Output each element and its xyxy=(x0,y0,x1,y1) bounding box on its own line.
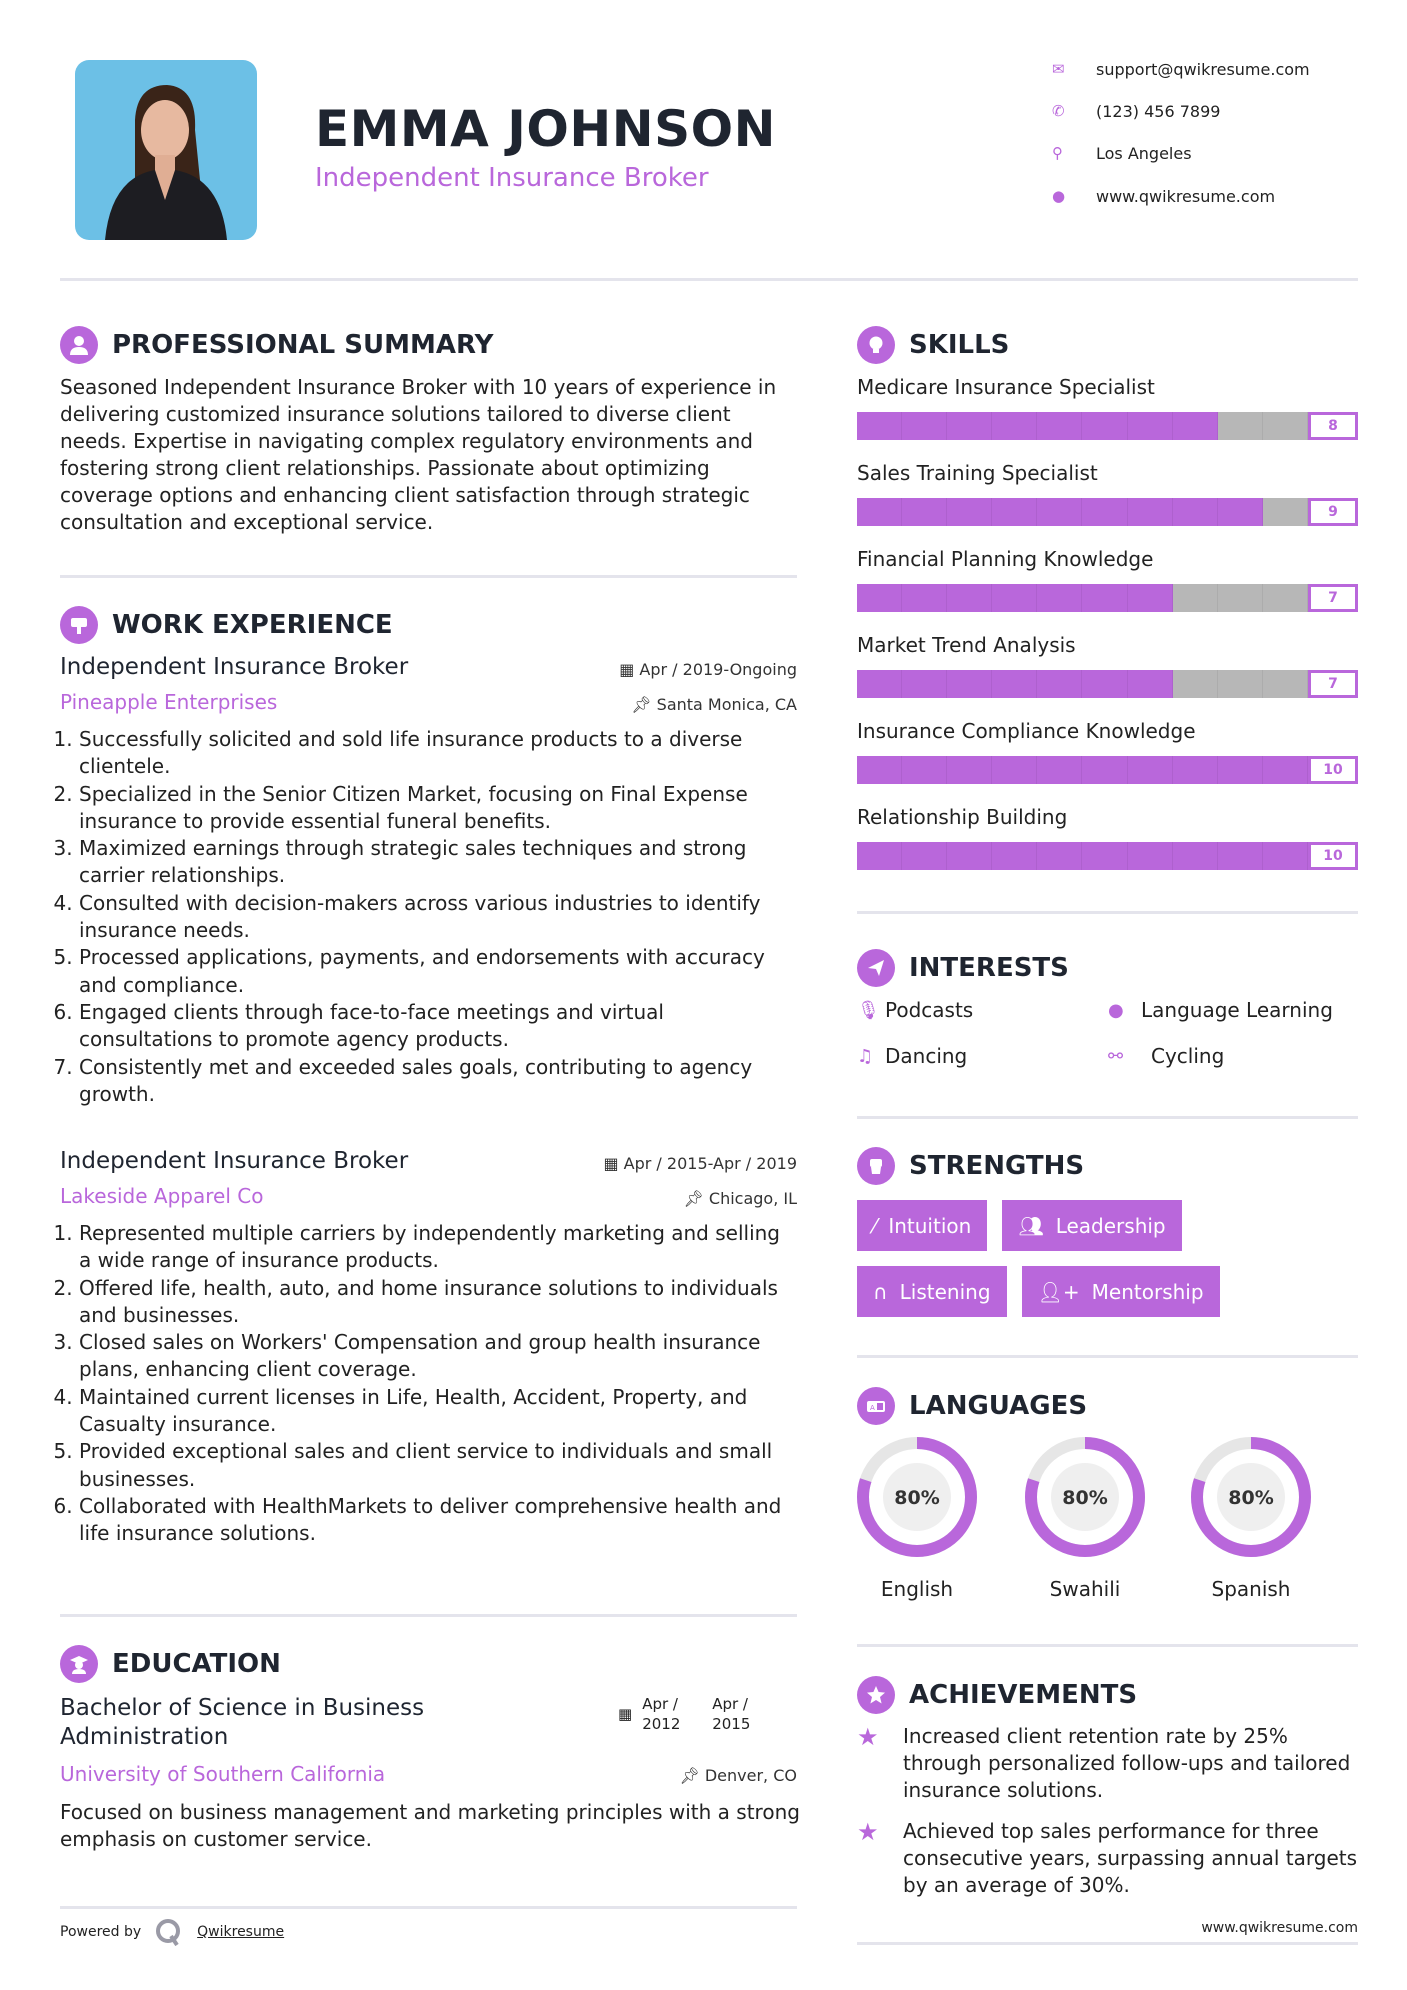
skill-bar-filled-segment xyxy=(1263,842,1308,870)
skill-bar-filled-segment xyxy=(1037,584,1082,612)
section-title: ACHIEVEMENTS xyxy=(909,1680,1138,1710)
section-title: SKILLS xyxy=(909,330,1010,360)
skill-bar-filled-segment xyxy=(992,670,1037,698)
divider xyxy=(60,575,797,578)
candidate-name: EMMA JOHNSON xyxy=(315,100,776,158)
job-bullet: 1. Successfully solicited and sold life insurance products to a diverse clientele. xyxy=(79,726,797,781)
email-text: support@qwikresume.com xyxy=(1096,59,1310,79)
headphones-icon: ∩ xyxy=(873,1279,888,1304)
skill-name: Insurance Compliance Knowledge xyxy=(857,719,1196,743)
skill-bar-filled-segment xyxy=(1128,584,1173,612)
achievement-item xyxy=(857,1723,1358,1804)
contact-website[interactable] xyxy=(1052,184,1275,208)
section-title: WORK EXPERIENCE xyxy=(112,610,393,640)
job-location-text: Chicago, IL xyxy=(708,1189,797,1208)
education-heading xyxy=(60,1645,281,1683)
powered-by-text: Powered by xyxy=(60,1924,142,1940)
skill-bar-filled-segment xyxy=(1037,756,1082,784)
music-note-icon: ♫ xyxy=(857,1045,874,1067)
skill-bar-filled-segment xyxy=(857,412,902,440)
skill-level-value: 9 xyxy=(1308,498,1358,526)
pushpin-icon: 📌︎ xyxy=(683,1189,709,1208)
education-description: Focused on business management and marketing principles with a strong emphasis on customer service. xyxy=(60,1800,800,1851)
skill-bar-filled-segment xyxy=(1082,498,1127,526)
skill-bar-filled-segment xyxy=(1173,756,1218,784)
skill-bar xyxy=(857,670,1358,698)
interests-heading xyxy=(857,949,1069,987)
skill-name: Medicare Insurance Specialist xyxy=(857,375,1155,399)
translate-icon xyxy=(857,1387,895,1425)
skill-bar-filled-segment xyxy=(1173,842,1218,870)
globe-icon: ● xyxy=(1108,999,1124,1021)
users-icon: 👥︎ xyxy=(1018,1213,1044,1238)
skill-bar-empty-segment xyxy=(1263,412,1308,440)
strength-tag xyxy=(857,1200,987,1251)
brand-link[interactable]: Qwikresume xyxy=(197,1924,285,1940)
skill-level-value: 8 xyxy=(1308,412,1358,440)
job-location xyxy=(497,695,797,714)
job-bullet: 4. Consulted with decision-makers across various industries to identify insurance needs. xyxy=(79,890,797,945)
skill-bar-filled-segment xyxy=(1037,670,1082,698)
skill-bar-filled-segment xyxy=(947,412,992,440)
location-pin-icon: ⚲ xyxy=(1052,144,1063,162)
bicycle-icon: ⚯ xyxy=(1108,1045,1124,1067)
skills-heading xyxy=(857,326,1009,364)
language-name: Spanish xyxy=(1211,1577,1291,1601)
star-icon: ★ xyxy=(857,1818,879,1846)
lightbulb-icon xyxy=(857,326,895,364)
language-item xyxy=(1015,1435,1155,1601)
skill-bar-filled-segment xyxy=(1128,842,1173,870)
education-location-text: Denver, CO xyxy=(704,1766,797,1785)
divider xyxy=(60,1614,797,1617)
skill-bar-filled-segment xyxy=(1218,842,1263,870)
strength-label: Intuition xyxy=(888,1213,972,1238)
skill-bar-filled-segment xyxy=(992,842,1037,870)
skill-bar-filled-segment xyxy=(1263,756,1308,784)
footer-url[interactable]: www.qwikresume.com xyxy=(1201,1920,1358,1936)
achievement-text: Achieved top sales performance for three consecutive years, surpassing annual targets by an average of 30%. xyxy=(903,1819,1358,1897)
calendar-icon: ▦ xyxy=(603,1154,624,1173)
skill-bar-filled-segment xyxy=(1037,412,1082,440)
strength-label: Mentorship xyxy=(1091,1279,1204,1304)
strengths-heading xyxy=(857,1147,1084,1185)
phone-text: (123) 456 7899 xyxy=(1096,101,1221,121)
language-donut xyxy=(1015,1435,1155,1559)
job-bullets xyxy=(60,726,797,1108)
language-name: Swahili xyxy=(1049,1577,1121,1601)
skill-bar xyxy=(857,584,1358,612)
envelope-icon: ✉ xyxy=(1052,60,1065,78)
strength-label: Leadership xyxy=(1055,1213,1166,1238)
svg-text:A: A xyxy=(870,1404,875,1412)
skill-bar-empty-segment xyxy=(1263,584,1308,612)
skill-bar-empty-segment xyxy=(1218,670,1263,698)
job-bullet: 6. Collaborated with HealthMarkets to deliver comprehensive health and life insurance solutions. xyxy=(79,1493,797,1548)
skill-bar-filled-segment xyxy=(992,412,1037,440)
interest-label: Podcasts xyxy=(885,998,974,1022)
job-bullet: 3. Maximized earnings through strategic sales techniques and strong carrier relationships. xyxy=(79,835,797,890)
skill-bar-empty-segment xyxy=(1173,670,1218,698)
skill-bar-filled-segment xyxy=(1037,498,1082,526)
achievement-item xyxy=(857,1818,1358,1899)
skill-bar-filled-segment xyxy=(857,756,902,784)
globe-icon: ● xyxy=(1052,187,1066,205)
skill-name: Market Trend Analysis xyxy=(857,633,1076,657)
language-donut xyxy=(847,1435,987,1559)
skill-bar-empty-segment xyxy=(1173,584,1218,612)
skill-name: Sales Training Specialist xyxy=(857,461,1098,485)
pushpin-icon: 📌︎ xyxy=(631,695,657,714)
start-date: Apr / 2012 xyxy=(642,1695,681,1733)
skill-bar-empty-segment xyxy=(1218,584,1263,612)
skill-level-value: 7 xyxy=(1308,584,1358,612)
skill-bar xyxy=(857,498,1358,526)
skill-bar xyxy=(857,412,1358,440)
achievement-text: Increased client retention rate by 25% through personalized follow-ups and tailored insurance solutions. xyxy=(903,1724,1351,1802)
skill-bar-filled-segment xyxy=(1128,498,1173,526)
achievements-heading xyxy=(857,1676,1137,1714)
job-bullet: 3. Closed sales on Workers' Compensation and group health insurance plans, enhancing client coverage. xyxy=(79,1329,797,1384)
language-item xyxy=(1181,1435,1321,1601)
language-percent: 80% xyxy=(1062,1487,1108,1509)
job-bullet: 1. Represented multiple carriers by independently marketing and selling a wide range of insurance products. xyxy=(79,1220,797,1275)
interest-item xyxy=(1108,1041,1224,1071)
job-location xyxy=(497,1189,797,1208)
strength-tag xyxy=(1002,1200,1181,1251)
skill-bar-filled-segment xyxy=(947,498,992,526)
divider xyxy=(857,911,1358,914)
user-icon xyxy=(60,326,98,364)
contact-phone[interactable] xyxy=(1052,99,1220,123)
skill-bar-filled-segment xyxy=(857,842,902,870)
graduate-icon xyxy=(60,1645,98,1683)
experience-heading xyxy=(60,606,393,644)
contact-location xyxy=(1052,141,1192,165)
skill-bar xyxy=(857,756,1358,784)
job-bullet: 4. Maintained current licenses in Life, Health, Accident, Property, and Casualty insurance. xyxy=(79,1384,797,1439)
section-title: STRENGTHS xyxy=(909,1151,1085,1181)
skill-bar-filled-segment xyxy=(947,670,992,698)
skill-bar-filled-segment xyxy=(857,498,902,526)
language-name: English xyxy=(880,1577,954,1601)
skill-bar-filled-segment xyxy=(947,584,992,612)
skill-bar-filled-segment xyxy=(857,670,902,698)
job-title: Independent Insurance Broker xyxy=(60,654,409,680)
language-percent: 80% xyxy=(1228,1487,1274,1509)
skill-bar xyxy=(857,842,1358,870)
summary-heading xyxy=(60,326,493,364)
paper-plane-icon xyxy=(857,949,895,987)
skill-bar-filled-segment xyxy=(947,842,992,870)
skill-bar-empty-segment xyxy=(1218,412,1263,440)
skill-bar-filled-segment xyxy=(1173,498,1218,526)
magic-wand-icon: ⁄ xyxy=(873,1213,877,1238)
skill-level-value: 10 xyxy=(1308,756,1358,784)
education-location xyxy=(497,1766,797,1785)
job-bullet: 7. Consistently met and exceeded sales goals, contributing to agency growth. xyxy=(79,1054,797,1109)
skill-bar-filled-segment xyxy=(857,584,902,612)
job-bullet: 6. Engaged clients through face-to-face meetings and virtual consultations to promote agency products. xyxy=(79,999,797,1054)
footer-divider xyxy=(857,1942,1358,1945)
skill-level-value: 7 xyxy=(1308,670,1358,698)
languages-heading xyxy=(857,1387,1087,1425)
skill-bar-filled-segment xyxy=(992,584,1037,612)
divider xyxy=(857,1355,1358,1358)
powered-by xyxy=(60,1918,284,1946)
briefcase-icon xyxy=(60,606,98,644)
strength-tag xyxy=(857,1266,1007,1317)
skill-bar-filled-segment xyxy=(902,498,947,526)
skill-bar-filled-segment xyxy=(902,584,947,612)
job-bullets xyxy=(60,1220,797,1548)
language-donut xyxy=(1181,1435,1321,1559)
skill-bar-filled-segment xyxy=(1082,756,1127,784)
contact-email[interactable] xyxy=(1052,57,1310,81)
candidate-title: Independent Insurance Broker xyxy=(315,163,709,193)
qwikresume-logo-icon xyxy=(155,1918,183,1946)
language-percent: 80% xyxy=(894,1487,940,1509)
fist-icon xyxy=(857,1147,895,1185)
interest-label: Cycling xyxy=(1151,1044,1225,1068)
skill-bar-filled-segment xyxy=(1037,842,1082,870)
skill-bar-filled-segment xyxy=(1082,412,1127,440)
microphone-icon: 🎙︎ xyxy=(857,999,880,1021)
job-location-text: Santa Monica, CA xyxy=(656,695,797,714)
job-dates-text: Apr / 2019-Ongoing xyxy=(639,660,797,679)
skill-bar-filled-segment xyxy=(1218,498,1263,526)
calendar-icon: ▦ xyxy=(618,1705,633,1723)
skill-bar-filled-segment xyxy=(992,498,1037,526)
skill-bar-filled-segment xyxy=(1082,670,1127,698)
section-title: LANGUAGES xyxy=(909,1391,1088,1421)
job-bullet: 2. Offered life, health, auto, and home insurance solutions to individuals and businesses. xyxy=(79,1275,797,1330)
job-entry xyxy=(60,654,797,1108)
job-bullet: 5. Provided exceptional sales and client service to individuals and small businesses. xyxy=(79,1438,797,1493)
job-bullet: 5. Processed applications, payments, and endorsements with accuracy and compliance. xyxy=(79,944,797,999)
skill-name: Relationship Building xyxy=(857,805,1068,829)
skill-bar-filled-segment xyxy=(1082,842,1127,870)
language-item xyxy=(847,1435,987,1601)
star-badge-icon xyxy=(857,1676,895,1714)
skill-bar-filled-segment xyxy=(1173,412,1218,440)
job-dates-text: Apr / 2015-Apr / 2019 xyxy=(623,1154,797,1173)
skill-bar-filled-segment xyxy=(1128,756,1173,784)
interest-item xyxy=(857,995,973,1025)
section-title: PROFESSIONAL SUMMARY xyxy=(112,330,494,360)
skill-bar-filled-segment xyxy=(902,842,947,870)
summary-text: Seasoned Independent Insurance Broker with 10 years of experience in delivering customized insurance solutions tailored to diverse client needs. Expertise in navigating complex regulatory environments and fostering strong client relationships. Passionate about optimizing coverage options and enhancing client satisfaction through strategic consultation and exceptional service. xyxy=(60,375,777,534)
skill-level-value: 10 xyxy=(1308,842,1358,870)
divider xyxy=(857,1644,1358,1647)
job-dates xyxy=(497,1154,797,1173)
skill-bar-empty-segment xyxy=(1263,498,1308,526)
job-dates xyxy=(497,660,797,679)
education-dates xyxy=(618,1694,772,1734)
pushpin-icon: 📌︎ xyxy=(679,1766,705,1785)
profile-photo xyxy=(75,60,257,240)
phone-icon: ✆ xyxy=(1052,102,1065,120)
strength-tag xyxy=(1022,1266,1220,1317)
divider xyxy=(857,1116,1358,1119)
interest-item xyxy=(857,1041,967,1071)
skill-bar-filled-segment xyxy=(992,756,1037,784)
company-name: Pineapple Enterprises xyxy=(60,690,278,714)
end-date: Apr / 2015 xyxy=(712,1695,751,1733)
school-name: University of Southern California xyxy=(60,1762,386,1786)
interest-item xyxy=(1108,995,1333,1025)
job-entry xyxy=(60,1148,797,1548)
job-title: Independent Insurance Broker xyxy=(60,1148,409,1174)
website-text: www.qwikresume.com xyxy=(1096,186,1276,206)
header-divider xyxy=(60,278,1358,281)
calendar-icon: ▦ xyxy=(619,660,640,679)
skill-bar-empty-segment xyxy=(1263,670,1308,698)
skill-bar-filled-segment xyxy=(1128,412,1173,440)
skill-bar-filled-segment xyxy=(902,412,947,440)
section-title: EDUCATION xyxy=(112,1649,281,1679)
strength-label: Listening xyxy=(899,1279,991,1304)
skill-bar-filled-segment xyxy=(947,756,992,784)
job-bullet: 2. Specialized in the Senior Citizen Market, focusing on Final Expense insurance to provide essential funeral benefits. xyxy=(79,781,797,836)
section-title: INTERESTS xyxy=(909,953,1069,983)
degree-title: Bachelor of Science in Business Administration xyxy=(60,1695,425,1750)
location-text: Los Angeles xyxy=(1096,143,1192,163)
skill-bar-filled-segment xyxy=(902,756,947,784)
achievements-list xyxy=(857,1723,1358,1913)
skill-bar-filled-segment xyxy=(1218,756,1263,784)
star-icon: ★ xyxy=(857,1723,879,1751)
interest-label: Language Learning xyxy=(1141,998,1333,1022)
skill-bar-filled-segment xyxy=(1128,670,1173,698)
company-name: Lakeside Apparel Co xyxy=(60,1184,264,1208)
strength-tags xyxy=(857,1200,1237,1317)
footer-divider xyxy=(60,1906,797,1909)
skill-bar-filled-segment xyxy=(902,670,947,698)
user-plus-icon: 👤︎+ xyxy=(1037,1279,1080,1304)
interest-label: Dancing xyxy=(885,1044,968,1068)
skill-bar-filled-segment xyxy=(1082,584,1127,612)
skill-name: Financial Planning Knowledge xyxy=(857,547,1154,571)
